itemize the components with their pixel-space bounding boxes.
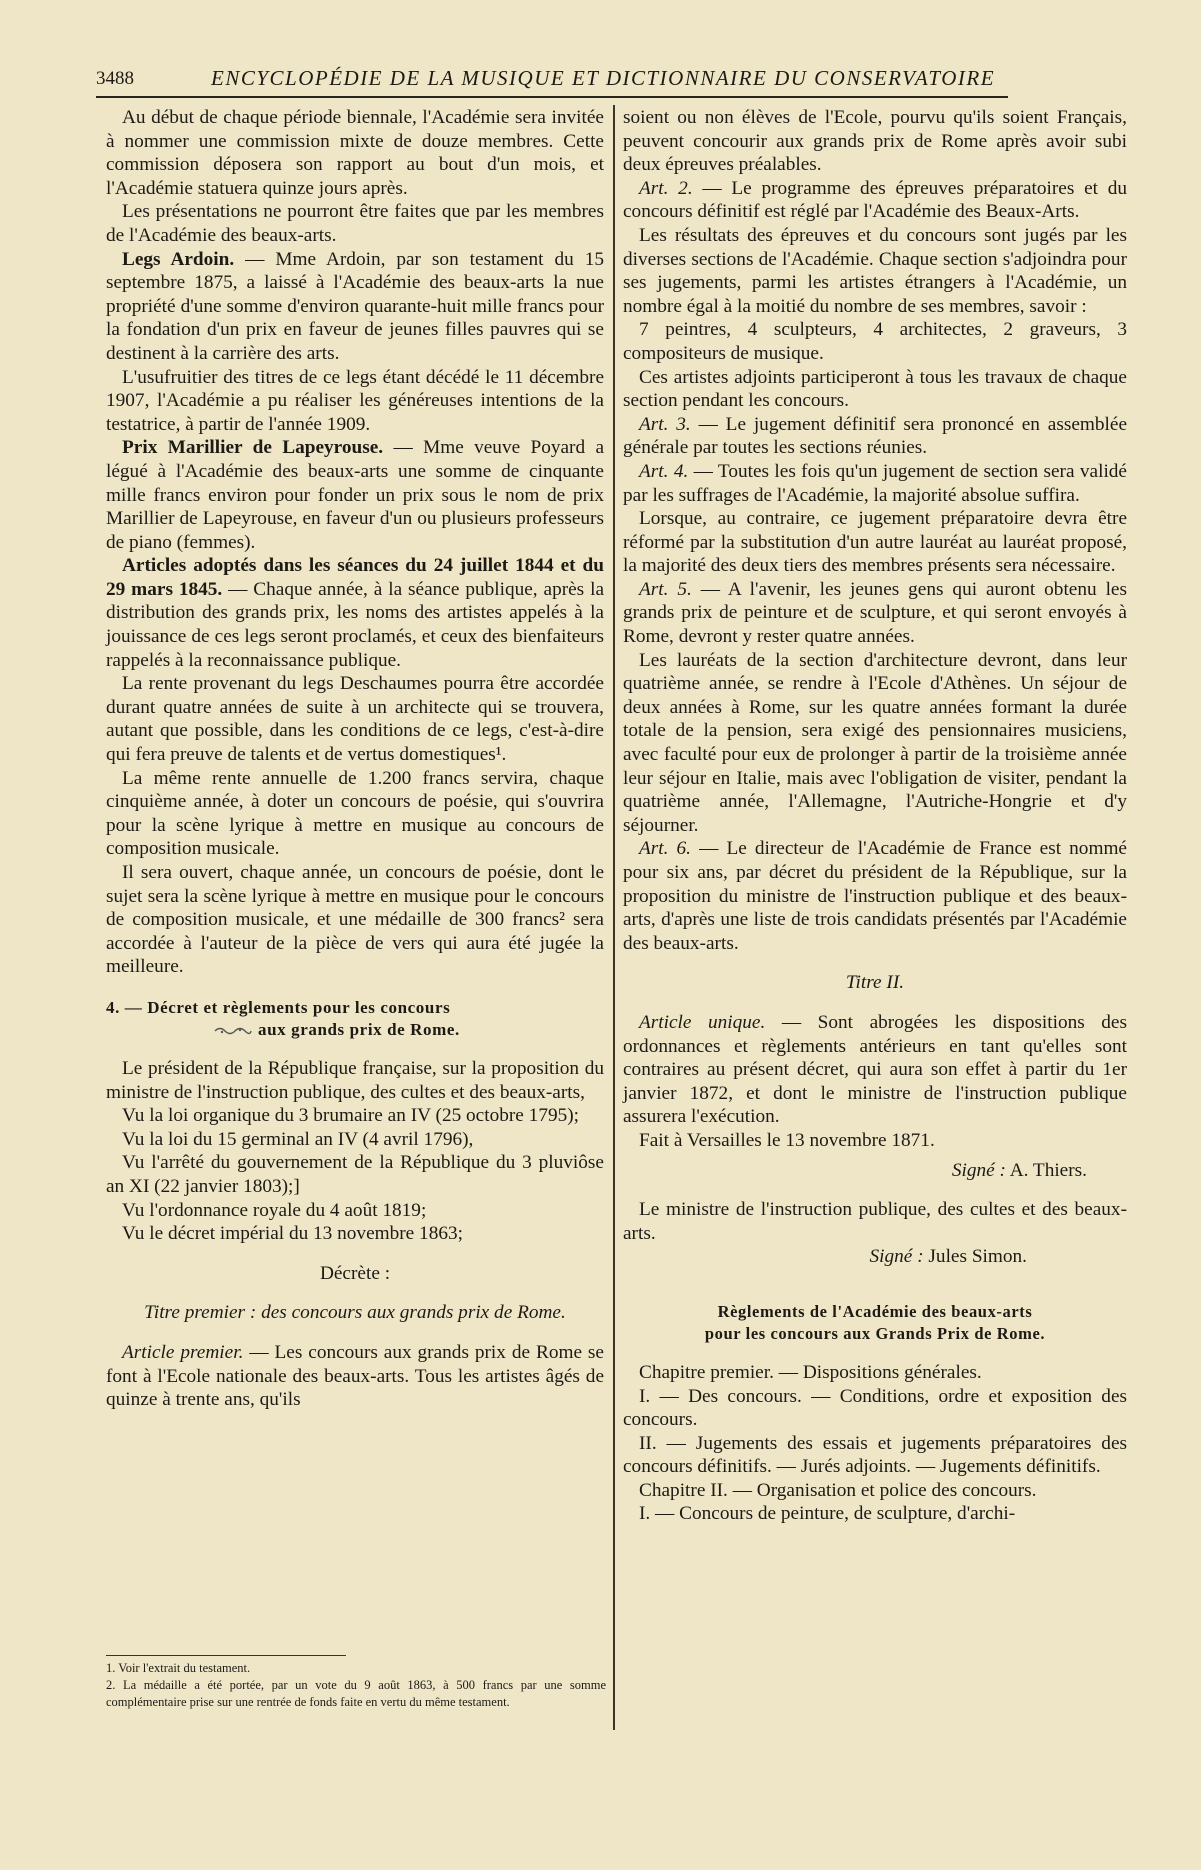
paragraph: Il sera ouvert, chaque année, un concours de poésie, dont le sujet sera la scène lyrique à mettre en musique pour le concours de composition musicale, et une médaille de 300 francs² sera accordée à l'auteur de la pièce de vers qui aura été jugée la meilleure.	[106, 862, 604, 978]
ornament-icon	[214, 1026, 252, 1036]
paragraph: Articles adoptés dans les séances du 24 juillet 1844 et du 29 mars 1845. — Chaque année, à la séance publique, après la distribution des grands prix, les noms des artistes appelés à la jouissance de ces legs seront proclamés, et ceux des bienfaiteurs rappelés à la reconnaissance publique.	[106, 555, 605, 671]
chapter-label: Chapitre II.	[639, 1479, 728, 1501]
article-label: Article unique.	[639, 1011, 766, 1033]
header-rule	[96, 96, 1008, 98]
paragraph: Vu le décret impérial du 13 novembre 1863;	[122, 1223, 463, 1245]
paragraph: Les lauréats de la section d'architecture devront, dans leur quatrième année, se rendre à l'Ecole d'Athènes. Un séjour de deux années à Rome, sur les quatre années formant la durée totale de la pension, sera exigé des pensionnaires musiciens, avec faculté pour eux de prolonger à partir de la troisième année leur séjour en Italie, mais avec l'obligation de visiter, pendant la quatrième année, l'Allemagne, l'Autriche-Hongrie et d'y séjourner.	[623, 649, 1127, 836]
chapter-label: Chapitre premier.	[639, 1361, 774, 1383]
paragraph: Les présentations ne pourront être faites que par les membres de l'Académie des beaux-arts.	[106, 201, 604, 246]
paragraph: Art. 6. — Le directeur de l'Académie de France est nommé pour six ans, par décret du président de la République, sur la proposition du ministre de l'instruction publique et des beaux-arts, d'après une liste de trois candidats présentés par l'Académie des beaux-arts.	[623, 838, 1127, 954]
section-heading: 4. — Décret et règlements pour les concours aux grands prix de Rome.	[106, 997, 460, 1039]
article-label: Article premier.	[122, 1341, 244, 1363]
paragraph: I. — Des concours. — Conditions, ordre et exposition des concours.	[623, 1385, 1127, 1431]
paragraph: Legs Ardoin. — Mme Ardoin, par son testament du 15 septembre 1875, a laissé à l'Académie des beaux-arts la nue propriété d'une somme d'environ quarante-huit mille francs pour la fondation d'un prix en faveur de jeunes filles pauvres qui se destinent à la carrière des arts.	[106, 248, 604, 364]
article-label: Art. 6.	[639, 838, 692, 860]
paragraph: La rente provenant du legs Deschaumes pourra être accordée durant quatre années de suite à un architecte qui se trouvera, autant que possible, dans les conditions de ce legs, c'est-à-dire qui fera preuve de talents et de vertus domestiques¹.	[106, 673, 604, 766]
paragraph: Vu la loi du 15 germinal an IV (4 avril 1796),	[122, 1128, 474, 1150]
paragraph: Art. 5. — A l'avenir, les jeunes gens qui auront obtenu les grands prix de peinture et de sculpture, et qui seront envoyés à Rome, devront y rester quatre années.	[623, 578, 1127, 648]
paragraph: Art. 3. — Le jugement définitif sera prononcé en assemblée générale par toutes les sections réunies.	[623, 413, 1127, 459]
paragraph: Art. 2. — Le programme des épreuves préparatoires et du concours définitif est réglé par l'Académie des Beaux-Arts.	[623, 177, 1127, 223]
title-heading: Titre II.	[845, 972, 905, 994]
paragraph: Au début de chaque période biennale, l'Académie sera invitée à nommer une commission mixte de douze membres. Cette commission déposera son rapport au bout d'un mois, et l'Académie statuera quinze jours après.	[106, 107, 604, 199]
paragraph: Chapitre II. — Organisation et police des concours.	[639, 1479, 1037, 1501]
paragraph: Les résultats des épreuves et du concours sont jugés par les diverses sections de l'Académie. Chaque section s'adjoindra pour ses jugements, parmi les artistes étrangers à l'Académie, un nombre égal à la moitié du nombre de ses membres, savoir :	[623, 224, 1127, 317]
page-header	[96, 66, 1008, 96]
decree-label: Décrète :	[319, 1262, 391, 1284]
paragraph: Le président de la République française, sur la proposition du ministre de l'instruction publique, des cultes et des beaux-arts,	[106, 1057, 604, 1103]
paragraph: Article unique. — Sont abrogées les dispositions des ordonnances et règlements antérieurs en tant qu'elles sont contraires au présent décret, qui aura son effet à partir du 1er janvier 1872, et dont le ministre de l'instruction publique assurera l'exécution.	[623, 1011, 1127, 1128]
entry-title: Articles adoptés dans les séances du 24 juillet 1844 et du 29 mars 1845.	[106, 555, 604, 600]
regulations-heading: Règlements de l'Académie des beaux-arts pour les concours aux Grands Prix de Rome.	[704, 1301, 1046, 1343]
paragraph: Lorsque, au contraire, ce jugement préparatoire devra être réformé par la substitution d'un autre lauréat au lauréat proposé, la majorité des deux tiers des membres présents sera nécessaire.	[623, 508, 1127, 577]
paragraph: Art. 4. — Toutes les fois qu'un jugement de section sera validé par les suffrages de l'Académie, la majorité absolue suffira.	[623, 460, 1127, 506]
paragraph: L'usufruitier des titres de ce legs étant décédé le 11 décembre 1907, l'Académie a pu réaliser les généreuses intentions de la testatrice, à partir de l'année 1909.	[106, 366, 604, 435]
paragraph: Fait à Versailles le 13 novembre 1871.	[639, 1129, 935, 1151]
paragraph: Vu l'arrêté du gouvernement de la République du 3 pluviôse an XI (22 janvier 1803);]	[106, 1152, 604, 1197]
paragraph: Ces artistes adjoints participeront à tous les travaux de chaque section pendant les concours.	[623, 366, 1127, 412]
paragraph: II. — Jugements des essais et jugements préparatoires des concours définitifs. — Jurés adjoints. — Jugements définitifs.	[623, 1432, 1127, 1478]
article-label: Art. 3.	[639, 413, 691, 435]
footnote-rule	[106, 1655, 346, 1656]
article-label: Art. 4.	[639, 460, 689, 482]
paragraph: Prix Marillier de Lapeyrouse. — Mme veuve Poyard a légué à l'Académie des beaux-arts une somme de cinquante mille francs environ pour fonder un prix sous le nom de prix Marillier de Lapeyrouse, en faveur d'un ou plusieurs professeurs de piano (femmes).	[106, 437, 604, 553]
article-label: Art. 5.	[639, 578, 692, 600]
footnote: 2. La médaille a été portée, par un vote du 9 août 1863, à 500 francs par une somme complémentaire prise sur une rentrée de fonds faite en vertu du même testament.	[106, 1678, 606, 1709]
left-column	[106, 106, 604, 1412]
paragraph: Vu la loi organique du 3 brumaire an IV (25 octobre 1795);	[122, 1105, 580, 1127]
paragraph: Le ministre de l'instruction publique, des cultes et des beaux-arts.	[623, 1199, 1127, 1244]
paragraph: soient ou non élèves de l'Ecole, pourvu qu'ils soient Français, peuvent concourir aux grands prix de Rome après avoir subi deux épreuves préalables.	[623, 107, 1127, 176]
entry-title: Legs Ardoin.	[122, 248, 235, 270]
page-number: 3488	[96, 68, 134, 89]
article-label: Art. 2.	[639, 177, 693, 199]
column-divider	[613, 105, 615, 1730]
entry-title: Prix Marillier de Lapeyrouse.	[122, 437, 384, 459]
title-heading: Titre premier : des concours aux grands prix de Rome.	[144, 1302, 566, 1324]
paragraph: Article premier. — Les concours aux grands prix de Rome se font à l'Ecole nationale des beaux-arts. Tous les artistes âgés de quinze à trente ans, qu'ils	[106, 1341, 604, 1411]
paragraph: La même rente annuelle de 1.200 francs servira, chaque cinquième année, à doter un concours de poésie, qui s'ouvrira pour la scène lyrique à mettre en musique au concours de composition musicale.	[106, 767, 604, 860]
paragraph: Vu l'ordonnance royale du 4 août 1819;	[122, 1199, 427, 1221]
running-title: ENCYCLOPÉDIE DE LA MUSIQUE ET DICTIONNAIRE DU CONSERVATOIRE	[211, 66, 996, 90]
paragraph: Chapitre premier. — Dispositions générales.	[639, 1361, 982, 1383]
footnote: 1. Voir l'extrait du testament.	[106, 1661, 251, 1675]
paragraph: I. — Concours de peinture, de sculpture, d'archi-	[639, 1503, 1016, 1525]
signature: Signé : A. Thiers.	[951, 1159, 1087, 1181]
footnotes	[106, 1660, 606, 1711]
signature: Signé : Jules Simon.	[869, 1246, 1027, 1268]
paragraph: 7 peintres, 4 sculpteurs, 4 architectes, 2 graveurs, 3 compositeurs de musique.	[623, 319, 1127, 364]
right-column	[623, 106, 1127, 1526]
